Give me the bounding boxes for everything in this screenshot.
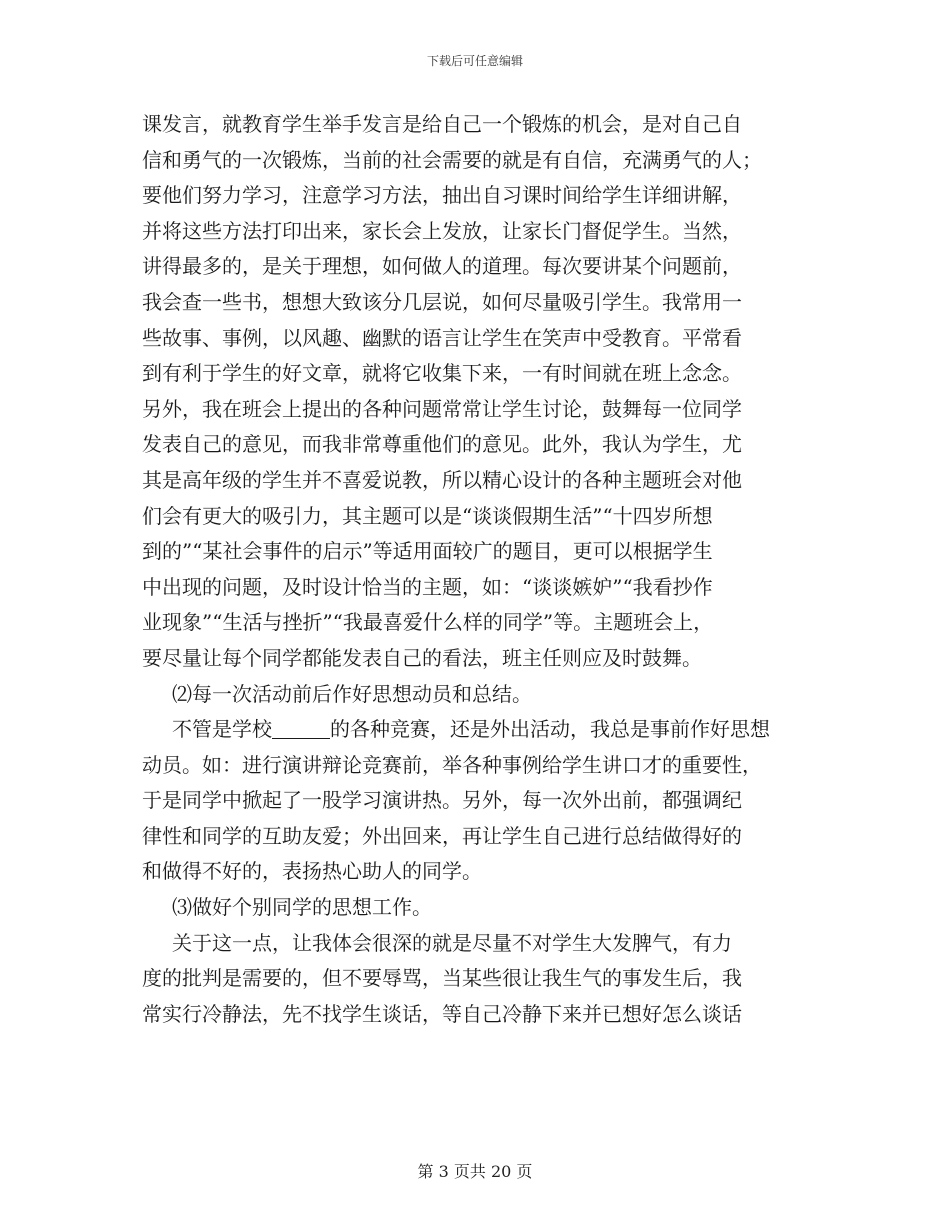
text-line: 律性和同学的互助友爱；外出回来，再让学生自己进行总结做得好的 [142,823,742,848]
text-fragment: 的各种竞赛，还是外出活动，我总是事前作好思想 [330,717,770,742]
text-line: 要尽量让每个同学都能发表自己的看法，班主任则应及时鼓舞。 [142,645,702,670]
document-body [142,107,808,1032]
text-line [142,712,808,748]
text-line: 信和勇气的一次锻炼，当前的社会需要的就是有自信，充满勇气的人； [142,147,762,172]
text-line: 于是同学中掀起了一股学习演讲热。另外，每一次外出前，都强调纪 [142,788,742,813]
text-line: 我会查一些书，想想大致该分几层说，如何尽量吸引学生。我常用一 [142,289,742,314]
text-line: 和做得不好的，表扬热心助人的同学。 [142,859,482,884]
text-line: 中出现的问题，及时设计恰当的主题，如：“谈谈嫉妒”“我看抄作 [142,574,713,599]
text-line: 些故事、事例，以风趣、幽默的语言让学生在笑声中受教育。平常看 [142,325,742,350]
text-line: 常实行冷静法，先不找学生谈话，等自己冷静下来并已想好怎么谈话 [142,1001,742,1026]
section-heading: ⑵每一次活动前后作好思想动员和总结。 [172,681,532,706]
text-line: 动员。如：进行演讲辩论竞赛前，举各种事例给学生讲口才的重要性， [142,752,762,777]
text-line: 并将这些方法打印出来，家长会上发放，让家长门督促学生。当然， [142,218,742,243]
page-header: 下载后可任意编辑 [426,54,523,68]
text-line: 其是高年级的学生并不喜爱说教，所以精心设计的各种主题班会对他 [142,467,742,492]
text-line: 另外，我在班会上提出的各种问题常常让学生讨论，鼓舞每一位同学 [142,396,742,421]
text-line: 到有利于学生的好文章，就将它收集下来，一有时间就在班上念念。 [142,361,742,386]
text-line: 讲得最多的，是关于理想，如何做人的道理。每次要讲某个问题前， [142,254,742,279]
text-line: 到的”“某社会事件的启示”等适用面较广的题目，更可以根据学生 [142,539,713,564]
fill-in-blank [272,718,330,739]
text-line: 业现象”“生活与挫折”“我最喜爱什么样的同学”等。主题班会上， [142,610,714,635]
text-line: 课发言，就教育学生举手发言是给自己一个锻炼的机会，是对自己自 [142,112,742,136]
text-line: 要他们努力学习，注意学习方法，抽出自习课时间给学生详细讲解， [142,183,742,208]
text-line: 们会有更大的吸引力，其主题可以是“谈谈假期生活”“十四岁所想 [142,503,713,528]
section-heading: ⑶做好个别同学的思想工作。 [172,895,432,920]
text-line: 发表自己的意见，而我非常尊重他们的意见。此外，我认为学生，尤 [142,432,742,457]
page-footer: 第 3 页共 20 页 [417,1162,533,1181]
text-fragment: 不管是学校 [172,717,272,742]
text-line: 关于这一点，让我体会很深的就是尽量不对学生大发脾气，有力 [172,930,732,955]
text-line: 度的批判是需要的，但不要辱骂，当某些很让我生气的事发生后，我 [142,966,742,991]
